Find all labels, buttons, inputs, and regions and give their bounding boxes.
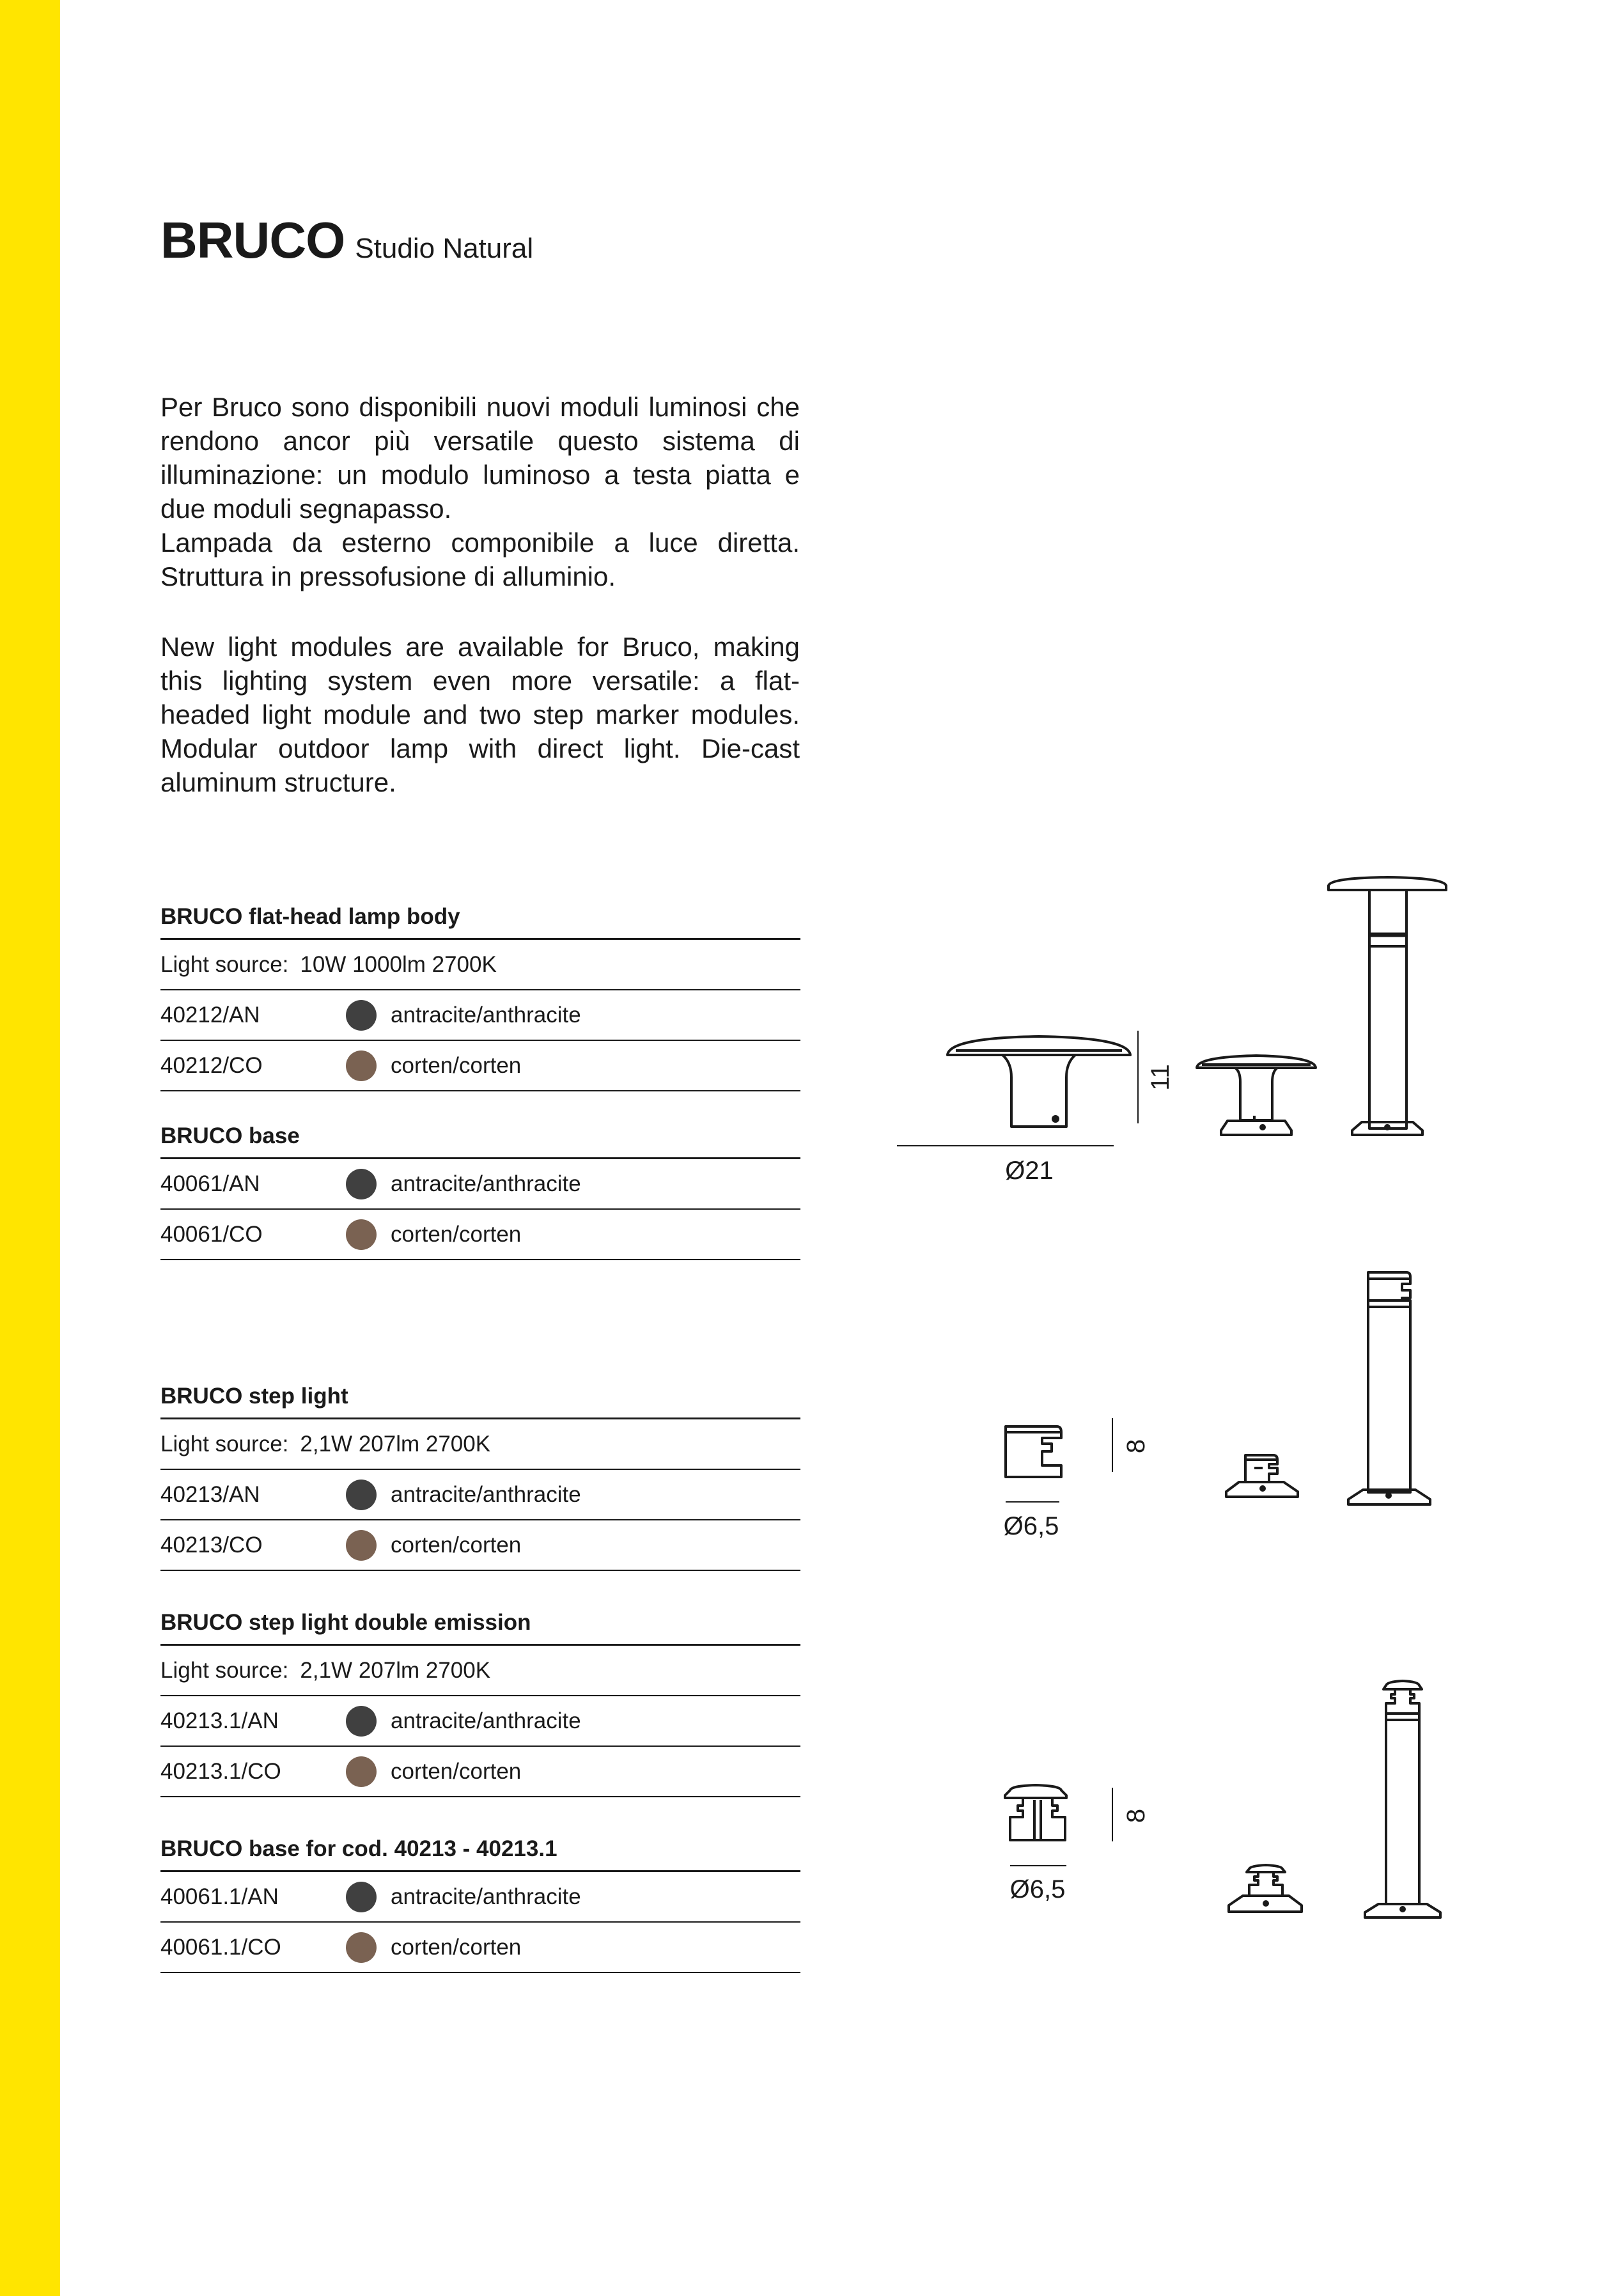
step-light-double-bollard-drawing: [1365, 1681, 1440, 1917]
product-code: 40213.1/CO: [160, 1758, 281, 1784]
product-code: 40212/AN: [160, 1002, 260, 1027]
finish-name: corten/corten: [391, 1934, 522, 1960]
light-source-value: 2,1W 207lm 2700K: [300, 1431, 491, 1456]
finish-name: antracite/anthracite: [391, 1708, 581, 1733]
step-light-drawing: [1006, 1426, 1061, 1477]
light-source-value: 10W 1000lm 2700K: [300, 951, 497, 977]
finish-name: antracite/anthracite: [391, 1002, 581, 1027]
light-source-label: Light source:: [160, 1431, 289, 1456]
step-light-bollard-drawing: [1348, 1272, 1430, 1504]
flat-head-bollard-drawing: [1328, 877, 1446, 1135]
description-paragraph: Lampada da esterno componibile a luce diretta. Struttura in pressofusione di alluminio.: [160, 527, 800, 591]
section-title: BRUCO flat-head lamp body: [160, 902, 800, 940]
diameter-label: Ø21: [1005, 1157, 1054, 1185]
description-paragraph: Per Bruco sono disponibili nuovi moduli luminosi che rendono ancor più versatile questo sistema di illuminazione: un modulo luminoso a testa piatta e due moduli segnapasso.: [160, 392, 800, 524]
flat-head-lamp-drawing: [947, 1036, 1130, 1127]
finish-name: antracite/anthracite: [391, 1171, 581, 1196]
product-code: 40213.1/AN: [160, 1708, 279, 1733]
step-light-double-on-base-drawing: [1229, 1865, 1302, 1912]
step-light-on-base-drawing: [1226, 1455, 1298, 1497]
description-paragraph: New light modules are available for Bruco, making this lighting system even more versatile: a flat-headed light module and two step marker modules. Modular outdoor lamp with direct light. Die-cast aluminum structure.: [160, 632, 800, 797]
step-light-double-drawing: [1005, 1785, 1066, 1840]
product-code: 40061.1/AN: [160, 1884, 279, 1909]
diameter-label: Ø6,5: [1009, 1875, 1066, 1903]
designer-name: Studio Natural: [355, 233, 534, 264]
product-code: 40212/CO: [160, 1052, 263, 1078]
light-source-value: 2,1W 207lm 2700K: [300, 1657, 491, 1683]
finish-name: antracite/anthracite: [391, 1481, 581, 1507]
product-code: 40061.1/CO: [160, 1934, 281, 1960]
height-label: 8: [1122, 1439, 1150, 1454]
product-code: 40061/AN: [160, 1171, 260, 1196]
product-name: BRUCO: [160, 212, 345, 269]
product-code: 40061/CO: [160, 1221, 263, 1247]
section-title: BRUCO base: [160, 1121, 800, 1159]
finish-name: corten/corten: [391, 1221, 522, 1247]
section-title: BRUCO base for cod. 40213 - 40213.1: [160, 1834, 800, 1872]
product-code: 40213/CO: [160, 1532, 263, 1558]
flat-head-lamp-on-base-drawing: [1197, 1056, 1316, 1135]
product-code: 40213/AN: [160, 1481, 260, 1507]
diameter-label: Ø6,5: [1003, 1512, 1059, 1540]
height-label: 11: [1146, 1064, 1174, 1091]
light-source-label: Light source:: [160, 951, 289, 977]
finish-name: corten/corten: [391, 1532, 522, 1558]
height-label: 8: [1122, 1808, 1150, 1824]
section-title: BRUCO step light: [160, 1381, 800, 1419]
finish-name: antracite/anthracite: [391, 1884, 581, 1909]
finish-name: corten/corten: [391, 1758, 522, 1784]
section-title: BRUCO step light double emission: [160, 1607, 800, 1646]
finish-name: corten/corten: [391, 1052, 522, 1078]
light-source-label: Light source:: [160, 1657, 289, 1683]
